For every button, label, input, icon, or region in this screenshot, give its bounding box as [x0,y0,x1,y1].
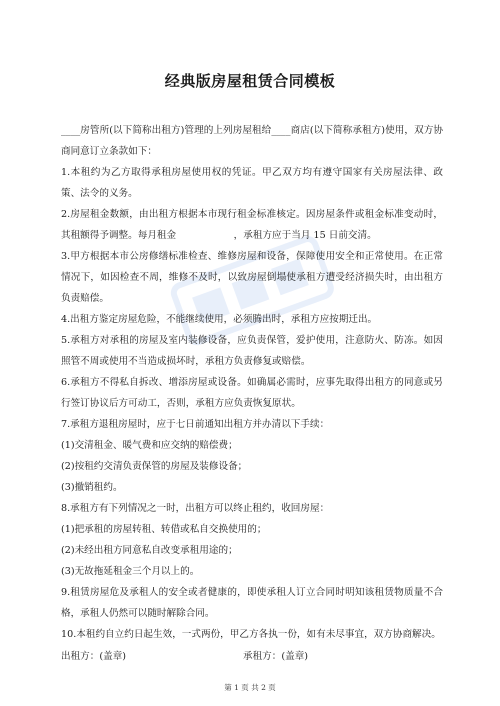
clause-7: 7.承租方退租房屋时，应于七日前通知出租方并办清以下手续： [61,419,330,430]
lessor-signature: 出租方：(盖章) [61,651,127,662]
document-body [61,120,443,667]
clause-5: 5.承租方对承租的房屋及室内装修设备，应负责保管，爱护使用，注意防火、防冻。如因照管不周或使用不当造成损坏时，承租方负责修复或赔偿。 [61,335,443,367]
clause-8-item-2: (2)未经出租方同意私自改变承租用途的； [61,545,238,556]
clause-7-item-1: (1)交清租金、暖气费和应交纳的赔偿费； [61,440,238,451]
page-footer: 第 1 页 共 2 页 [224,683,276,692]
clause-10: 10.本租约自立约日起生效，一式两份，甲乙方各执一份，如有未尽事宜，双方协商解决。 [61,629,441,640]
clause-1: 1.本租约为乙方取得承租房屋使用权的凭证。甲乙双方均有遵守国家有关房屋法律、政策、法令的义务。 [61,167,443,199]
lessee-signature: 承租方：(盖章) [243,651,309,662]
clause-7-item-3: (3)撤销租约。 [61,482,123,493]
clause-2: 2.房屋租金数额，由出租方根据本市现行租金标准核定。因房屋条件或租金标准变动时，其租额得予调整。每月租金 ，承租方应于当月 15 日前交清。 [61,209,443,241]
signature-row [61,646,443,667]
clause-8-item-3: (3)无故拖延租金三个月以上的。 [61,566,200,577]
clause-8: 8.承租方有下列情况之一时，出租方可以终止租约，收回房屋： [61,503,330,514]
clause-6: 6.承租方不得私自拆改、增添房屋或设备。如确属必需时，应事先取得出租方的同意或另行签订协议后方可动工，否则，承租方应负责恢复原状。 [61,377,443,409]
clause-9: 9.租赁房屋危及承租人的安全或者健康的，即使承租人订立合同时明知该租赁物质量不合格，承租人仍然可以随时解除合同。 [61,587,443,619]
clause-4: 4.出租方鉴定房屋危险，不能继续使用，必须腾出时，承租方应按期迁出。 [61,314,378,325]
clause-7-item-2: (2)按租约交清负责保管的房屋及装修设备； [61,461,248,472]
document-title: 经典版房屋租赁合同模板 [164,72,336,90]
intro-paragraph: ____房管所(以下简称出租方)管理的上列房屋租给____商店(以下简称承租方)使用，双方协商同意订立条款如下： [61,125,443,157]
clause-8-item-1: (1)把承租的房屋转租、转借或私自交换使用的； [61,524,267,535]
clause-3: 3.甲方根据本市公房修缮标准检查、维修房屋和设备，保障使用安全和正常使用。在正常情况下，如因检查不周，维修不及时，以致房屋倒塌使承租方遭受经济损失时，由出租方负责赔偿。 [61,251,443,304]
